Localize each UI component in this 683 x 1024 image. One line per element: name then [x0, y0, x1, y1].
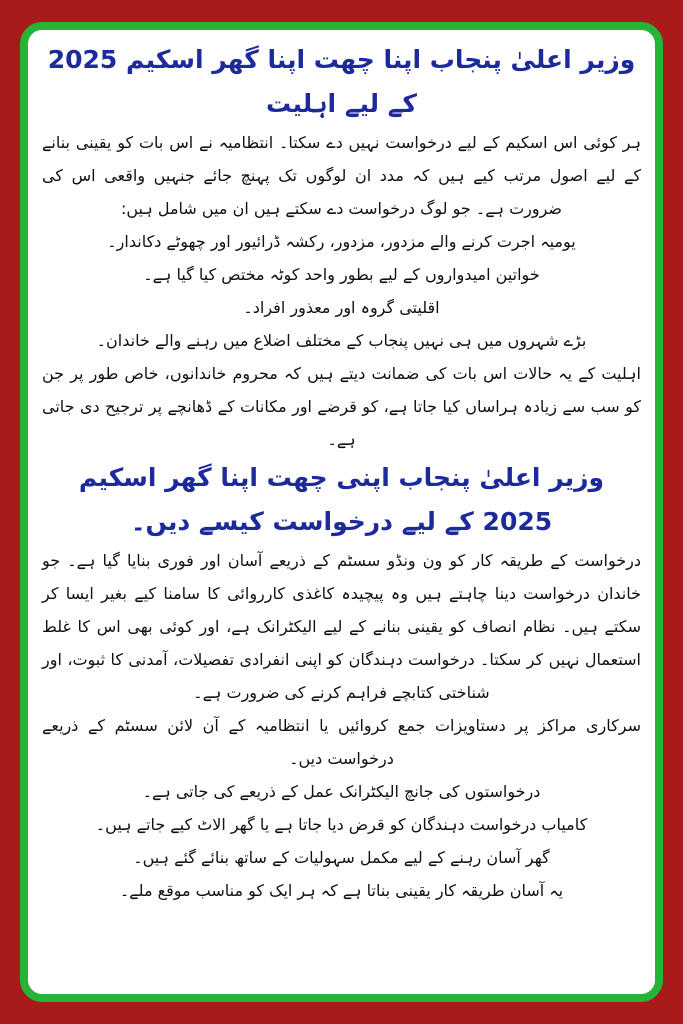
apply-step: گھر آسان رہنے کے لیے مکمل سہولیات کے ساتھ بنائے گئے ہیں۔	[133, 848, 550, 867]
apply-step: درخواستوں کی جانچ الیکٹرانک عمل کے ذریعے کی جاتی ہے۔	[142, 782, 541, 801]
eligibility-item: خواتین امیدواروں کے لیے بطور واحد کوٹہ مختص کیا گیا ہے۔	[143, 265, 540, 284]
apply-step: سرکاری مراکز پر دستاویزات جمع کروائیں یا انتظامیہ کے آن لائن سسٹم کے ذریعے درخواست دیں۔	[42, 716, 641, 768]
eligibility-intro: ہر کوئی اس اسکیم کے لیے درخواست نہیں دے سکتا۔ انتظامیہ نے اس بات کو یقینی بنانے کے لیے اصول مرتب کیے ہیں کہ مدد ان لوگوں تک پہنچ جائے جنہیں واقعی اس کی ضرورت ہے۔ جو لوگ درخواست دے سکتے ہیں ان میں شامل ہیں:	[42, 133, 641, 218]
content-frame	[20, 22, 663, 1002]
eligibility-closing: اہلیت کے یہ حالات اس بات کی ضمانت دیتے ہیں کہ محروم خاندانوں، خاص طور پر جن کو سب سے زیادہ ہراساں کیا جاتا ہے، کو قرضے اور مکانات کے ڈھانچے پر ترجیح دی جاتی ہے۔	[42, 364, 641, 449]
how-to-apply-heading: وزیر اعلیٰ پنجاب اپنی چھت اپنا گھر اسکیم 2025 کے لیے درخواست کیسے دیں۔	[78, 463, 605, 536]
eligibility-item: اقلیتی گروہ اور معذور افراد۔	[243, 298, 440, 317]
eligibility-heading: وزیر اعلیٰ پنجاب اپنا چھت اپنا گھر اسکیم 2025 کے لیے اہلیت	[47, 45, 636, 118]
how-to-apply-intro: درخواست کے طریقہ کار کو ون ونڈو سسٹم کے ذریعے آسان اور فوری بنایا گیا ہے۔ جو خاندان درخواست دینا چاہتے ہیں وہ پیچیدہ کاغذی کارروائی کا سامنا کیے بغیر ایسا کر سکتے ہیں۔ نظام انصاف کو یقینی بنانے کے لیے الیکٹرانک ہے، اور کوئی بھی اس کا غلط استعمال نہیں کر سکتا۔ درخواست دہندگان کو اپنی انفرادی تفصیلات، آمدنی کا ثبوت، اور شناختی کتابچے فراہم کرنے کی ضرورت ہے۔	[42, 551, 642, 702]
eligibility-item: یومیہ اجرت کرنے والے مزدور، مزدور، رکشہ ڈرائیور اور چھوٹے دکاندار۔	[107, 232, 576, 251]
eligibility-item: بڑے شہروں میں ہی نہیں پنجاب کے مختلف اضلاع میں رہنے والے خاندان۔	[96, 331, 587, 350]
article-body	[42, 38, 641, 907]
apply-step: یہ آسان طریقہ کار یقینی بناتا ہے کہ ہر ایک کو مناسب موقع ملے۔	[119, 881, 564, 900]
apply-step: کامیاب درخواست دہندگان کو قرض دیا جاتا ہے یا گھر الاٹ کیے جاتے ہیں۔	[95, 815, 588, 834]
